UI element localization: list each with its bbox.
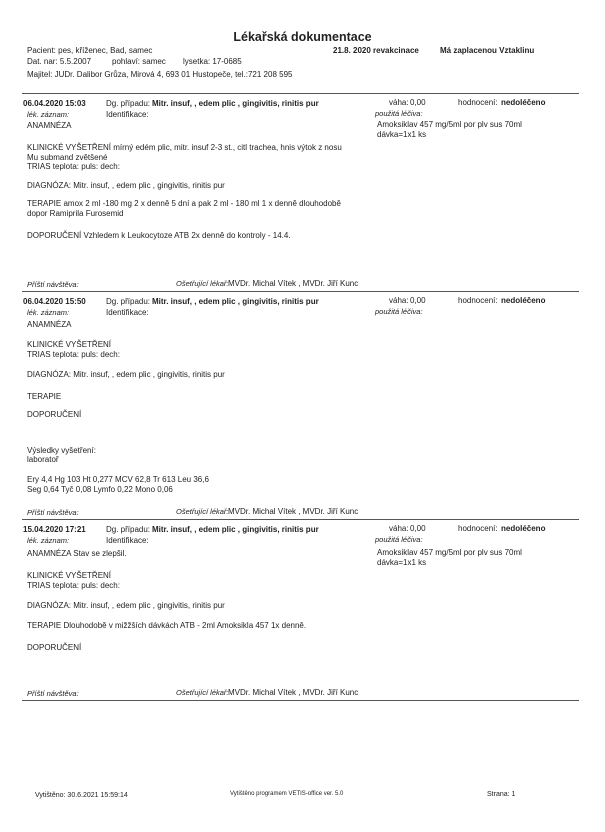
identification-label: Identifikace: xyxy=(106,536,149,545)
recommendation: DOPORUČENÍ Vzhledem k Leukocytoze ATB 2x denně do kontroly - 14.4. xyxy=(27,231,291,240)
doctor-name: MVDr. Michal Vítek , MVDr. Jiří Kunc xyxy=(228,688,359,697)
therapy: TERAPIE amox 2 ml -180 mg 2 x denně 5 dní a pak 2 ml - 180 ml 1 x denně dlouhodobě xyxy=(27,199,341,208)
dg-label: Dg. případu: xyxy=(106,297,151,306)
birth-date: Dat. nar: 5.5.2007 xyxy=(27,57,92,66)
record-diagnosis: Mitr. insuf, , edem plic , gingivitis, rinitis pur xyxy=(152,297,319,306)
therapy: TERAPIE xyxy=(27,392,62,401)
next-visit-label: Příští návštěva: xyxy=(27,280,79,289)
clinical-exam-cont: Mu submand zvětšené xyxy=(27,153,108,162)
doctor-label: Ošetřující lékař: xyxy=(176,279,229,288)
divider xyxy=(22,291,579,292)
record-datetime: 15.04.2020 17:21 xyxy=(23,525,86,534)
document-title: Lékařská dokumentace xyxy=(233,30,372,44)
record-type-label: lék. záznam: xyxy=(27,536,70,545)
divider xyxy=(22,519,579,520)
diagnosis-text: DIAGNÓZA: Mitr. insuf, , edem plic , gingivitis, rinitis pur xyxy=(27,181,225,190)
drugs-label: použitá léčiva: xyxy=(375,535,423,544)
drug-line: Amoksiklav 457 mg/5ml por plv sus 70ml xyxy=(377,548,522,557)
drugs-label: použitá léčiva: xyxy=(375,109,423,118)
status-value: nedoléčeno xyxy=(501,524,546,533)
diagnosis-text: DIAGNÓZA: Mitr. insuf, , edem plic , gingivitis, rinitis pur xyxy=(27,601,225,610)
diagnosis-text: DIAGNÓZA: Mitr. insuf, , edem plic , gingivitis, rinitis pur xyxy=(27,370,225,379)
printed-by-program: Vytištěno programem VETIS-office ver. 5.0 xyxy=(230,791,344,797)
weight-label: váha: xyxy=(389,524,409,533)
results-line-1: Ery 4,4 Hg 103 Ht 0,277 MCV 62,8 Tr 613 Leu 36,6 xyxy=(27,475,209,484)
trias: TRIAS teplota: puls: dech: xyxy=(27,350,120,359)
record-type-label: lék. záznam: xyxy=(27,308,70,317)
status-label: hodnocení: xyxy=(458,524,498,533)
recommendation: DOPORUČENÍ xyxy=(27,410,82,419)
status-value: nedoléčeno xyxy=(501,296,546,305)
clinical-exam: KLINICKÉ VYŠETŘENÍ xyxy=(27,340,112,349)
results-line-2: Seg 0,64 Tyč 0,08 Lymfo 0,22 Mono 0,06 xyxy=(27,485,173,494)
record-datetime: 06.04.2020 15:50 xyxy=(23,297,86,306)
dg-label: Dg. případu: xyxy=(106,525,151,534)
results-lab: laboratoř xyxy=(27,455,59,464)
dg-label: Dg. případu: xyxy=(106,99,151,108)
record-datetime: 06.04.2020 15:03 xyxy=(23,99,86,108)
page-number: Strana: 1 xyxy=(487,791,516,798)
doctor-name: MVDr. Michal Vítek , MVDr. Jiří Kunc xyxy=(228,507,359,516)
results-title: Výsledky vyšetření: xyxy=(27,446,96,455)
weight-value: 0,00 xyxy=(410,524,426,533)
doctor-label: Ošetřující lékař: xyxy=(176,688,229,697)
weight-value: 0,00 xyxy=(410,296,426,305)
next-visit-label: Příští návštěva: xyxy=(27,689,79,698)
record-diagnosis: Mitr. insuf, , edem plic , gingivitis, rinitis pur xyxy=(152,525,319,534)
therapy: TERAPIE Dlouhodobě v mižžších dávkách ATB - 2ml Amoksikla 457 1x denně. xyxy=(27,621,307,630)
identification-label: Identifikace: xyxy=(106,110,149,119)
drug-dose: dávka=1x1 ks xyxy=(377,558,427,567)
weight-label: váha: xyxy=(389,296,409,305)
therapy-cont: dopor Ramiprila Furosemid xyxy=(27,209,124,218)
patient-info: Pacient: pes, kříženec, Bad, samec xyxy=(27,46,153,55)
record-diagnosis: Mitr. insuf, , edem plic , gingivitis, rinitis pur xyxy=(152,99,319,108)
drugs-label: použitá léčiva: xyxy=(375,307,423,316)
status-label: hodnocení: xyxy=(458,98,498,107)
doctor-name: MVDr. Michal Vítek , MVDr. Jiří Kunc xyxy=(228,279,359,288)
status-label: hodnocení: xyxy=(458,296,498,305)
anamnesis: ANAMNÉZA Stav se zlepšil. xyxy=(27,549,127,558)
drug-dose: dávka=1x1 ks xyxy=(377,130,427,139)
divider xyxy=(22,93,579,94)
anamnesis: ANAMNÉZA xyxy=(27,320,72,329)
drug-line: Amoksiklav 457 mg/5ml por plv sus 70ml xyxy=(377,120,522,129)
record-type-label: lék. záznam: xyxy=(27,110,70,119)
clinical-exam: KLINICKÉ VYŠETŘENÍ mírný edém plic, mitr. insuf 2-3 st., citl trachea, hnis výtok z nosu xyxy=(27,143,342,152)
paid-note: Má zaplacenou Vztaklinu xyxy=(440,46,535,55)
trias: TRIAS teplota: puls: dech: xyxy=(27,581,120,590)
status-value: nedoléčeno xyxy=(501,98,546,107)
next-visit-label: Příští návštěva: xyxy=(27,508,79,517)
divider xyxy=(22,700,579,701)
sex: pohlaví: samec xyxy=(112,57,166,66)
printed-date: Vytištěno: 30.6.2021 15:59:14 xyxy=(35,792,128,799)
identification-label: Identifikace: xyxy=(106,308,149,317)
owner-info: Majitel: JUDr. Dalibor Grůza, Mirová 4, 693 01 Hustopeče, tel.:721 208 595 xyxy=(27,70,293,79)
recommendation: DOPORUČENÍ xyxy=(27,643,82,652)
doctor-label: Ošetřující lékař: xyxy=(176,507,229,516)
clinical-exam: KLINICKÉ VYŠETŘENÍ xyxy=(27,571,112,580)
anamnesis: ANAMNÉZA xyxy=(27,121,72,130)
weight-label: váha: xyxy=(389,98,409,107)
trias: TRIAS teplota: puls: dech: xyxy=(27,162,120,171)
revaccination-date: 21.8. 2020 revakcinace xyxy=(333,46,419,55)
id-number: lysetka: 17-0685 xyxy=(183,57,242,66)
weight-value: 0,00 xyxy=(410,98,426,107)
